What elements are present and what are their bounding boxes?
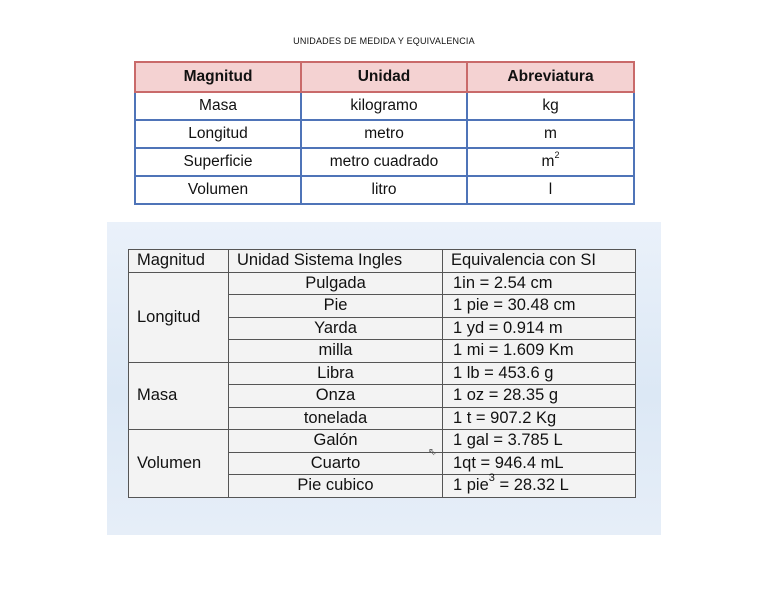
equivalence-table-header [129, 250, 636, 273]
cell-equivalencia: 1 pie = 30.48 cm [443, 295, 636, 318]
abrev-text: kg [542, 97, 559, 114]
header-magnitud: Magnitud [135, 62, 301, 92]
cell-magnitud: Masa [135, 92, 301, 120]
table-row [135, 120, 634, 148]
table-row [135, 176, 634, 204]
cell-unidad: Pie [229, 295, 443, 318]
equivalence-table [128, 249, 636, 498]
cell-abreviatura [467, 120, 634, 148]
cell-unidad: Onza [229, 385, 443, 408]
table-row [129, 272, 636, 295]
units-table [134, 61, 635, 205]
cell-unidad: litro [301, 176, 467, 204]
cell-unidad: Pie cubico [229, 475, 443, 498]
cell-abreviatura [467, 176, 634, 204]
header-equivalencia: Equivalencia con SI [443, 250, 636, 273]
abrev-text: m [544, 125, 557, 142]
cell-equivalencia [443, 471, 636, 498]
cell-magnitud: Longitud [135, 120, 301, 148]
equivalence-image [107, 222, 661, 535]
header-unidad: Unidad [301, 62, 467, 92]
cell-equivalencia: 1qt = 946.4 mL [443, 452, 636, 475]
superscript: 2 [554, 150, 560, 161]
cell-equivalencia: 1in = 2.54 cm [443, 272, 636, 295]
cell-unidad: metro cuadrado [301, 148, 467, 176]
cell-equivalencia: 1 t = 907.2 Kg [443, 407, 636, 430]
cell-equivalencia: 1 lb = 453.6 g [443, 362, 636, 385]
table-row [129, 430, 636, 453]
group-magnitud: Longitud [129, 272, 229, 362]
header-unidad-ingles: Unidad Sistema Ingles [229, 250, 443, 273]
cell-magnitud: Volumen [135, 176, 301, 204]
cell-abreviatura [467, 92, 634, 120]
cell-abreviatura [467, 148, 634, 176]
cell-unidad: metro [301, 120, 467, 148]
table-row [135, 148, 634, 176]
cell-equivalencia: 1 oz = 28.35 g [443, 385, 636, 408]
cell-equivalencia: 1 yd = 0.914 m [443, 317, 636, 340]
table-row [135, 92, 634, 120]
table-row [129, 362, 636, 385]
group-magnitud: Masa [129, 362, 229, 430]
cell-unidad: Yarda [229, 317, 443, 340]
eq-text: = 28.32 L [494, 476, 569, 495]
eq-text: 1 pie [453, 476, 489, 495]
header-magnitud: Magnitud [129, 250, 229, 273]
cell-equivalencia: 1 gal = 3.785 L [443, 430, 636, 453]
page-title: UNIDADES DE MEDIDA Y EQUIVALENCIA [293, 36, 475, 46]
cell-unidad: Galón [229, 430, 443, 453]
group-magnitud: Volumen [129, 430, 229, 498]
cell-unidad: Cuarto [229, 452, 443, 475]
cell-unidad: Pulgada [229, 272, 443, 295]
header-abreviatura: Abreviatura [467, 62, 634, 92]
cell-equivalencia: 1 mi = 1.609 Km [443, 340, 636, 363]
abrev-text: m [541, 153, 555, 171]
cell-unidad: milla [229, 340, 443, 363]
mouse-cursor-icon: ⇖ [428, 447, 437, 458]
cell-unidad: kilogramo [301, 92, 467, 120]
abrev-text: l [548, 181, 553, 198]
cell-unidad: Libra [229, 362, 443, 385]
superscript: 3 [488, 471, 495, 484]
units-table-header [135, 62, 634, 92]
cell-magnitud: Superficie [135, 148, 301, 176]
cell-unidad: tonelada [229, 407, 443, 430]
